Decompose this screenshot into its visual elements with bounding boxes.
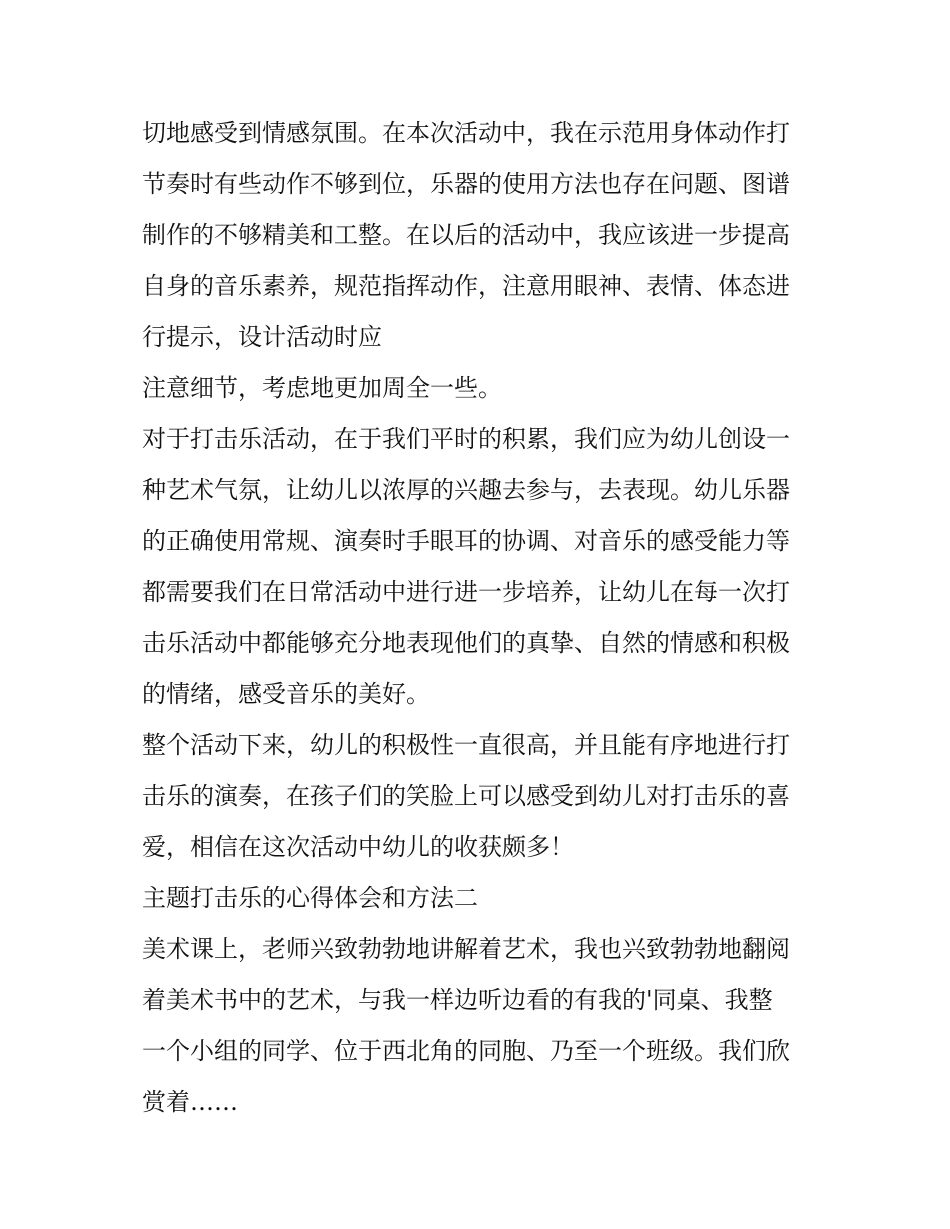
text-line: 的正确使用常规、演奏时手眼耳的协调、对音乐的感受能力等 [142, 527, 790, 555]
text-line: 的情绪，感受音乐的美好。 [142, 680, 430, 708]
text-line: 行提示，设计活动时应 [142, 323, 382, 351]
text-line: 节奏时有些动作不够到位，乐器的使用方法也存在问题、图谱 [142, 170, 790, 198]
text-line: 对于打击乐活动，在于我们平时的积累，我们应为幼儿创设一 [142, 425, 790, 453]
text-line: 制作的不够精美和工整。在以后的活动中，我应该进一步提高 [142, 221, 790, 249]
text-line: 击乐的演奏，在孩子们的笑脸上可以感受到幼儿对打击乐的喜 [142, 782, 790, 810]
text-line: 注意细节，考虑地更加周全一些。 [142, 374, 502, 402]
text-line: 种艺术气氛，让幼儿以浓厚的兴趣去参与，去表现。幼儿乐器 [142, 476, 790, 504]
text-line: 美术课上，老师兴致勃勃地讲解着艺术，我也兴致勃勃地翻阅 [142, 935, 790, 963]
text-line: 都需要我们在日常活动中进行进一步培养，让幼儿在每一次打 [142, 578, 790, 606]
text-line: 着美术书中的艺术，与我一样边听边看的有我的'同桌、我整 [142, 986, 773, 1014]
section-heading: 主题打击乐的心得体会和方法二 [142, 884, 478, 912]
document-body [142, 108, 814, 1128]
text-line: 击乐活动中都能够充分地表现他们的真挚、自然的情感和积极 [142, 629, 790, 657]
text-line: 爱，相信在这次活动中幼儿的收获颇多！ [142, 833, 574, 861]
text-line: 整个活动下来，幼儿的积极性一直很高，并且能有序地进行打 [142, 731, 790, 759]
text-line: 一个小组的同学、位于西北角的同胞、乃至一个班级。我们欣 [142, 1037, 790, 1065]
text-line: 切地感受到情感氛围。在本次活动中，我在示范用身体动作打 [142, 119, 790, 147]
text-line: 赏着…… [142, 1088, 238, 1116]
text-line: 自身的音乐素养，规范指挥动作，注意用眼神、表情、体态进 [142, 272, 790, 300]
